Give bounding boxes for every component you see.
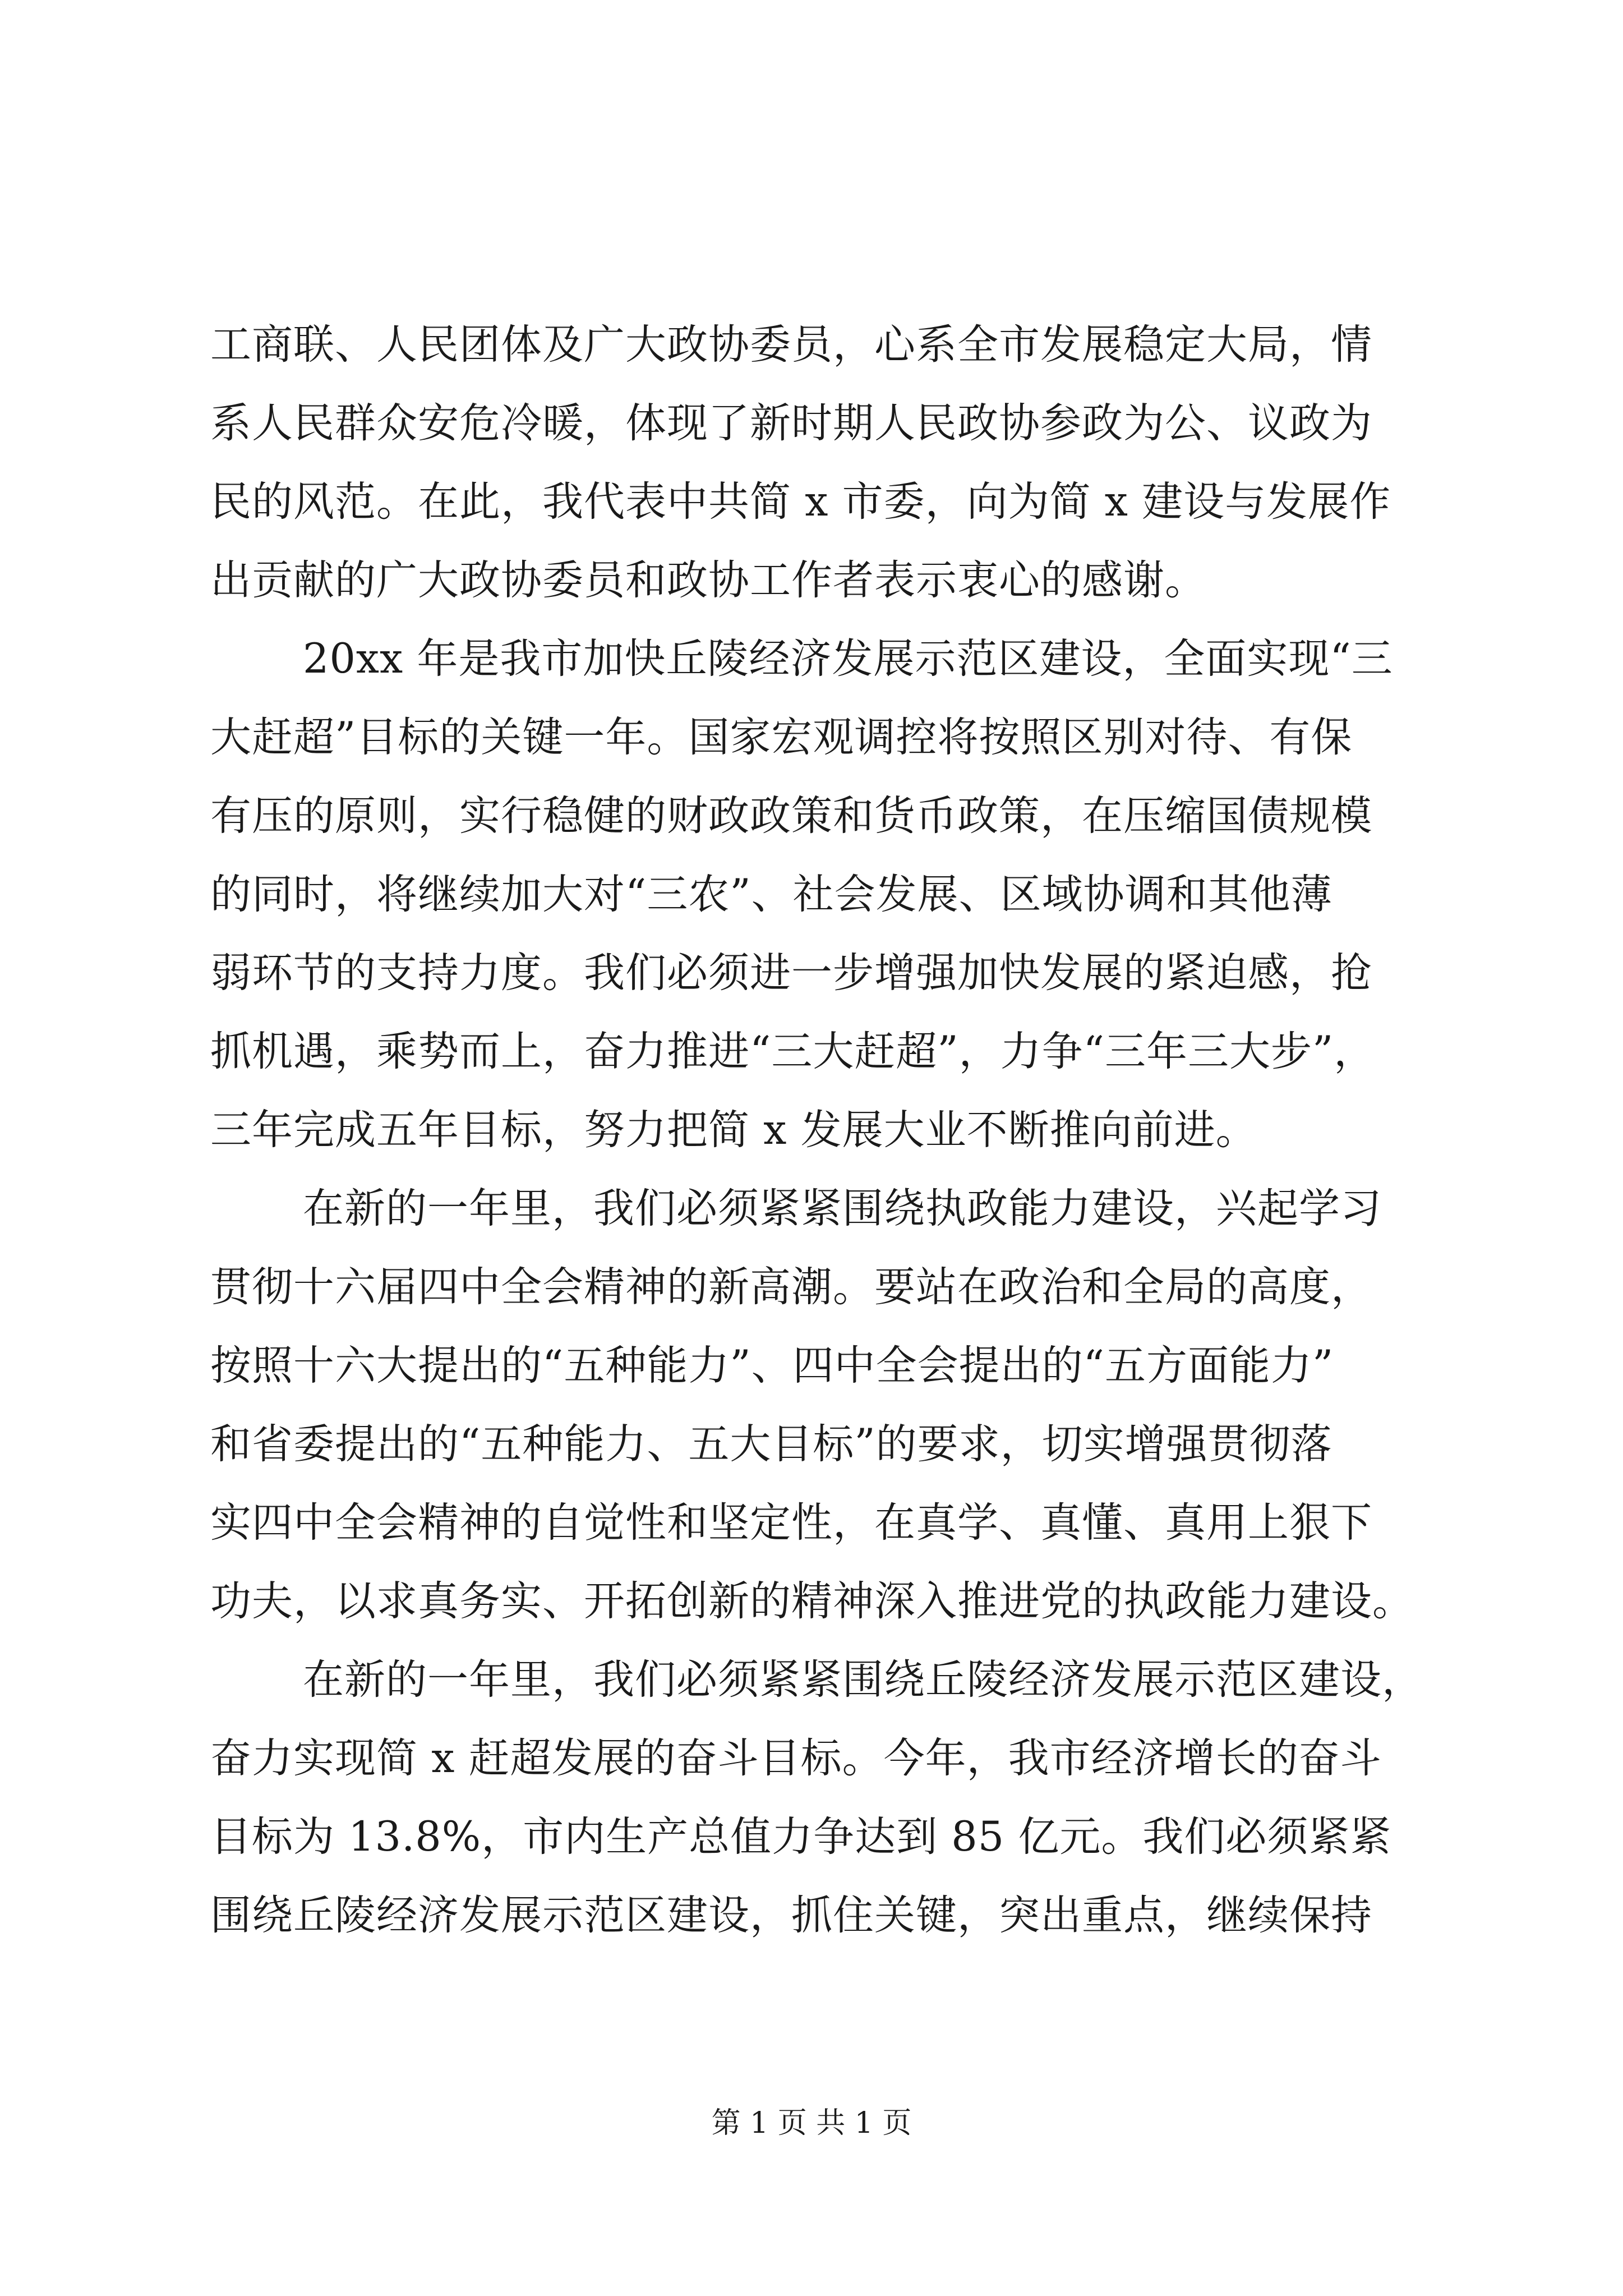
text-line: 实四中全会精神的自觉性和坚定性，在真学、真懂、真用上狠下 — [210, 1499, 1372, 1547]
paragraph-first-line: 在新的一年里，我们必须紧紧围绕丘陵经济发展示范区建设， — [303, 1656, 1423, 1704]
text-line: 三年完成五年目标，努力把简 x 发展大业不断推向前进。 — [210, 1106, 1257, 1154]
text-line: 奋力实现简 x 赶超发展的奋斗目标。今年，我市经济增长的奋斗 — [210, 1734, 1382, 1782]
text-line: 系人民群众安危冷暖，体现了新时期人民政协参政为公、议政为 — [210, 399, 1372, 447]
text-line: 出贡献的广大政协委员和政协工作者表示衷心的感谢。 — [210, 556, 1206, 604]
text-line: 功夫，以求真务实、开拓创新的精神深入推进党的执政能力建设。 — [210, 1577, 1414, 1625]
paragraph-first-line: 20xx 年是我市加快丘陵经济发展示范区建设，全面实现“三 — [303, 635, 1393, 683]
text-line: 贯彻十六届四中全会精神的新高潮。要站在政治和全局的高度， — [210, 1263, 1372, 1311]
text-line: 和省委提出的“五种能力、五大目标”的要求，切实增强贯彻落 — [210, 1420, 1332, 1468]
text-line: 的同时，将继续加大对“三农”、社会发展、区域协调和其他薄 — [210, 871, 1332, 918]
text-line: 弱环节的支持力度。我们必须进一步增强加快发展的紧迫感，抢 — [210, 949, 1372, 997]
page-footer: 第 1 页 共 1 页 — [711, 2106, 912, 2140]
text-line: 有压的原则，实行稳健的财政政策和货币政策，在压缩国债规模 — [210, 792, 1372, 840]
text-line: 围绕丘陵经济发展示范区建设，抓住关键，突出重点，继续保持 — [210, 1892, 1372, 1939]
paragraph-first-line: 在新的一年里，我们必须紧紧围绕执政能力建设，兴起学习 — [303, 1185, 1382, 1232]
text-line: 目标为 13.8%，市内生产总值力争达到 85 亿元。我们必须紧紧 — [210, 1813, 1392, 1861]
text-line: 抓机遇，乘势而上，奋力推进“三大赶超”，力争“三年三大步”， — [210, 1028, 1376, 1075]
text-line: 民的风范。在此，我代表中共简 x 市委，向为简 x 建设与发展作 — [210, 478, 1391, 526]
text-line: 大赶超”目标的关键一年。国家宏观调控将按照区别对待、有保 — [210, 714, 1353, 761]
text-line: 工商联、人民团体及广大政协委员，心系全市发展稳定大局，情 — [210, 321, 1372, 369]
text-line: 按照十六大提出的“五种能力”、四中全会提出的“五方面能力” — [210, 1342, 1334, 1389]
